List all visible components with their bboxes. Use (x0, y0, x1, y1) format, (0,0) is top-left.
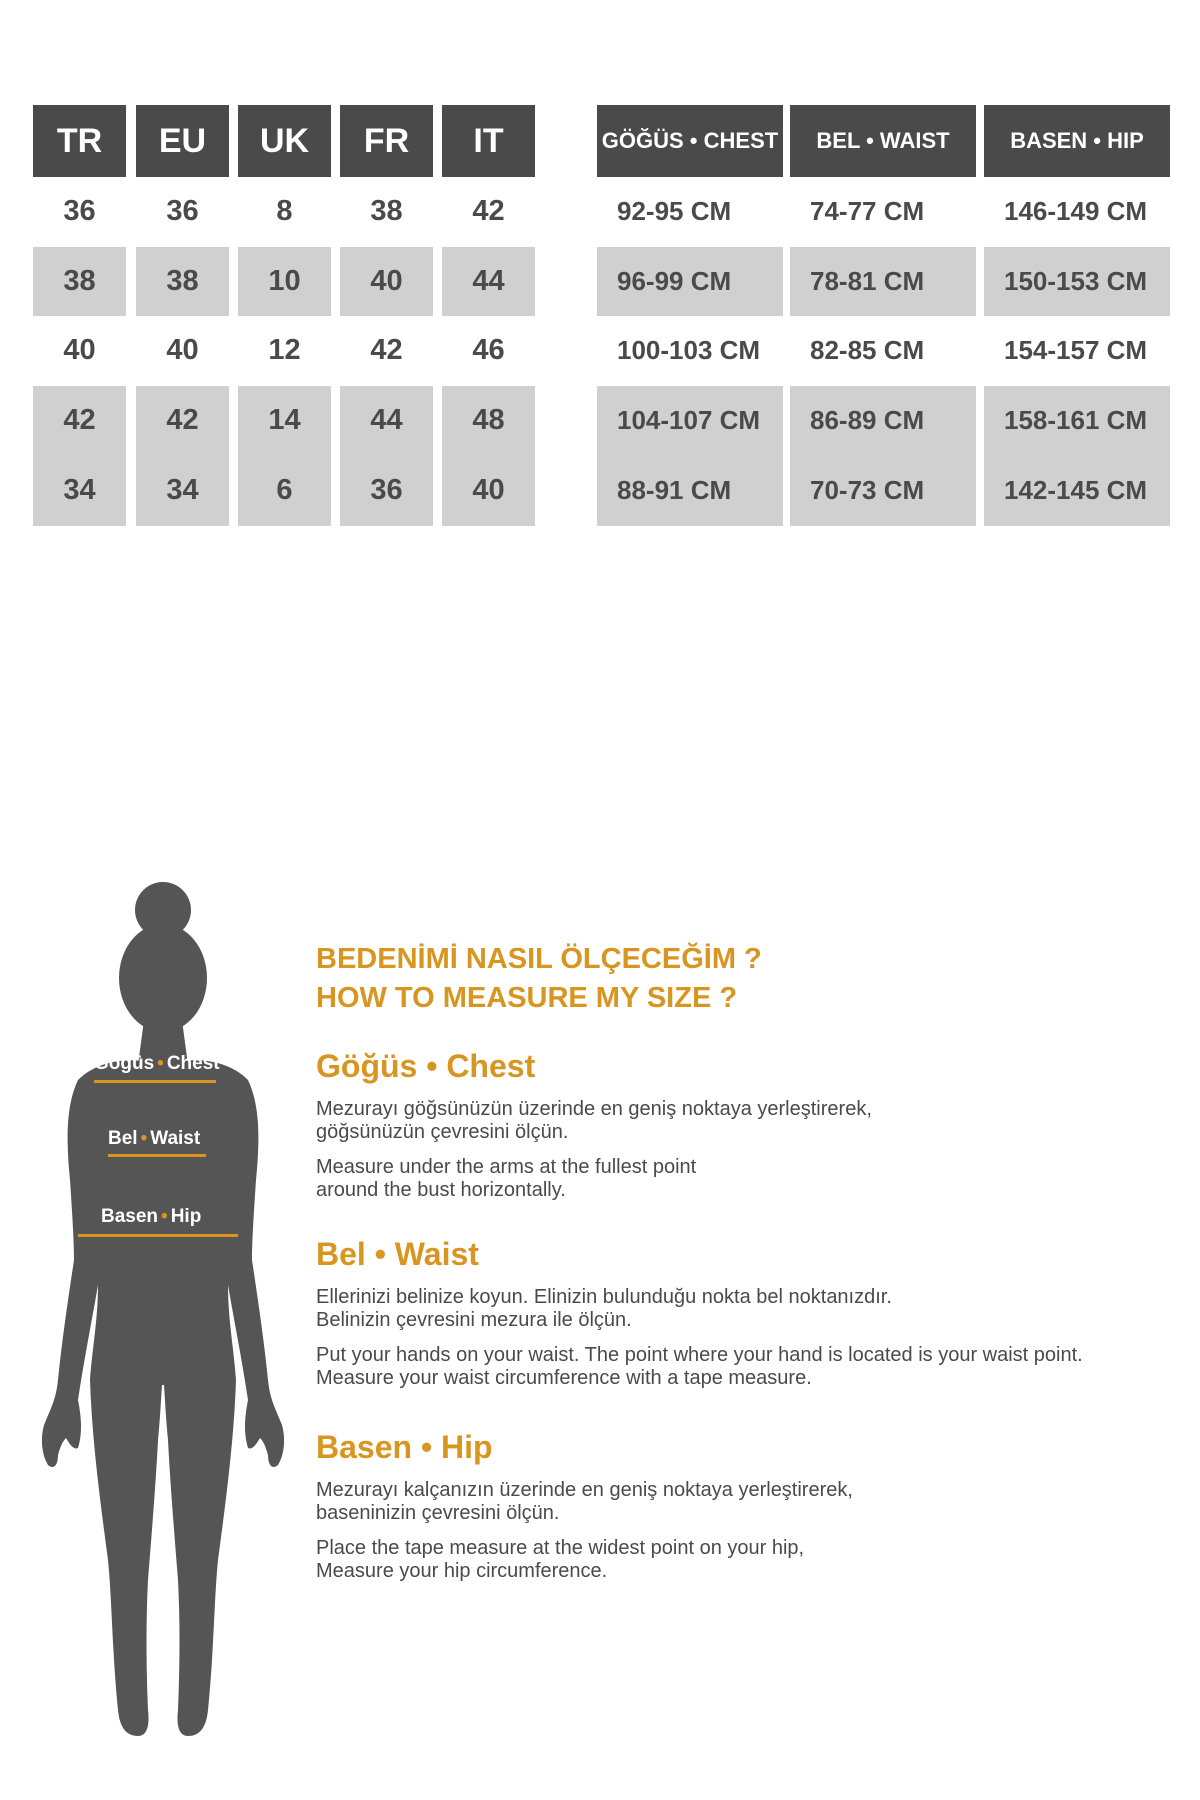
figure-waist-en: Waist (150, 1128, 201, 1149)
measure-header-waist: BEL • WAIST (790, 105, 976, 177)
size-cell: 42 (166, 403, 199, 436)
section-title-hip: Basen • Hip (316, 1429, 493, 1465)
section-text-en-waist: Put your hands on your waist. The point where your hand is located is your waist point. Measure your waist circumference with a tape measure. (316, 1344, 1083, 1389)
size-cell: 40 (63, 333, 96, 366)
figure-chest-dot: • (157, 1053, 164, 1074)
size-cell: 40 (472, 473, 505, 506)
measure-cell: 100-103 CM (617, 334, 761, 365)
figure-hip-tr: Basen (101, 1206, 159, 1227)
size-cell: 42 (472, 194, 505, 227)
measure-col-chest (597, 105, 783, 505)
size-cell: 44 (370, 403, 403, 436)
figure-hip-dot: • (161, 1206, 168, 1227)
size-col-uk (238, 105, 331, 506)
measure-cell: 154-157 CM (1004, 334, 1148, 365)
measure-cell: 92-95 CM (617, 195, 732, 226)
guide-section-chest (316, 1046, 872, 1202)
measure-cell: 78-81 CM (810, 265, 925, 296)
size-cell: 8 (276, 194, 293, 227)
size-cell: 46 (472, 333, 505, 366)
figure-hip-en: Hip (170, 1206, 202, 1227)
section-text-tr-waist: Ellerinizi belinize koyun. Elinizin bulunduğu nokta bel noktanızdır. Belinizin çevresini mezura ile ölçün. (316, 1286, 892, 1331)
size-cell: 38 (166, 264, 199, 297)
figure-chest-en: Chest (166, 1053, 220, 1074)
hip-measure-line (78, 1234, 238, 1237)
size-cell: 38 (63, 264, 96, 297)
section-text-en-chest: Measure under the arms at the fullest point around the bust horizontally. (316, 1156, 697, 1201)
size-cell: 40 (166, 333, 199, 366)
size-header-it: IT (442, 105, 535, 177)
measure-header-hip: BASEN • HIP (984, 105, 1170, 177)
measure-cell: 104-107 CM (617, 404, 761, 435)
size-cell: 14 (268, 403, 301, 436)
figure-waist-label (108, 1128, 200, 1150)
size-cell: 34 (63, 473, 96, 506)
measure-col-waist (790, 105, 976, 505)
measure-cell: 82-85 CM (810, 334, 925, 365)
figure-waist-tr: Bel (108, 1128, 138, 1149)
size-col-it (442, 105, 535, 506)
measure-cell: 70-73 CM (810, 474, 925, 505)
guide-title-en: HOW TO MEASURE MY SIZE ? (316, 982, 738, 1014)
size-cell: 38 (370, 194, 403, 227)
measure-cell: 142-145 CM (1004, 474, 1148, 505)
size-col-fr (340, 105, 433, 506)
size-header-tr: TR (33, 105, 126, 177)
measurement-guide (316, 940, 1176, 1582)
size-cell: 36 (166, 194, 199, 227)
figure-chest-tr: Göğüs (94, 1053, 155, 1074)
measure-cell: 74-77 CM (810, 195, 925, 226)
size-col-tr (33, 105, 126, 506)
size-cell: 10 (268, 264, 301, 297)
size-cell: 6 (276, 473, 293, 506)
size-cell: 34 (166, 473, 199, 506)
measure-cell: 86-89 CM (810, 404, 925, 435)
size-cell: 48 (472, 403, 505, 436)
size-cell: 44 (472, 264, 505, 297)
measure-header-chest: GÖĞÜS • CHEST (597, 105, 783, 177)
size-col-eu (136, 105, 229, 506)
guide-section-hip (316, 1427, 853, 1583)
figure-waist-dot: • (140, 1128, 148, 1149)
chest-measure-line (94, 1080, 216, 1083)
guide-section-waist (316, 1234, 1083, 1390)
size-cell: 36 (370, 473, 403, 506)
section-text-tr-hip: Mezurayı kalçanızın üzerinde en geniş noktaya yerleştirerek, baseninizin çevresini ölçün. (316, 1479, 853, 1524)
measure-cell: 96-99 CM (617, 265, 732, 296)
section-text-tr-chest: Mezurayı göğsünüzün üzerinde en geniş noktaya yerleştirerek, göğsünüzün çevresini ölçün. (316, 1098, 872, 1143)
size-cell: 40 (370, 264, 403, 297)
size-header-fr: FR (340, 105, 433, 177)
size-cell: 36 (63, 194, 96, 227)
size-cell: 42 (370, 333, 403, 366)
figure-hip-label (101, 1206, 201, 1228)
size-cell: 42 (63, 403, 96, 436)
guide-title-tr: BEDENİMİ NASIL ÖLÇECEĞİM ? (316, 943, 762, 975)
waist-measure-line (108, 1154, 206, 1157)
size-cell: 12 (268, 333, 301, 366)
size-header-uk: UK (238, 105, 331, 177)
measure-cell: 146-149 CM (1004, 195, 1148, 226)
size-header-eu: EU (136, 105, 229, 177)
section-title-chest: Göğüs • Chest (316, 1048, 536, 1084)
body-silhouette-icon (38, 880, 288, 1740)
measure-cell: 158-161 CM (1004, 404, 1148, 435)
section-title-waist: Bel • Waist (316, 1236, 479, 1272)
measure-col-hip (984, 105, 1170, 505)
measure-cell: 150-153 CM (1004, 265, 1148, 296)
figure-chest-label (94, 1053, 220, 1075)
measure-cell: 88-91 CM (617, 474, 732, 505)
section-text-en-hip: Place the tape measure at the widest point on your hip, Measure your hip circumference. (316, 1537, 805, 1582)
